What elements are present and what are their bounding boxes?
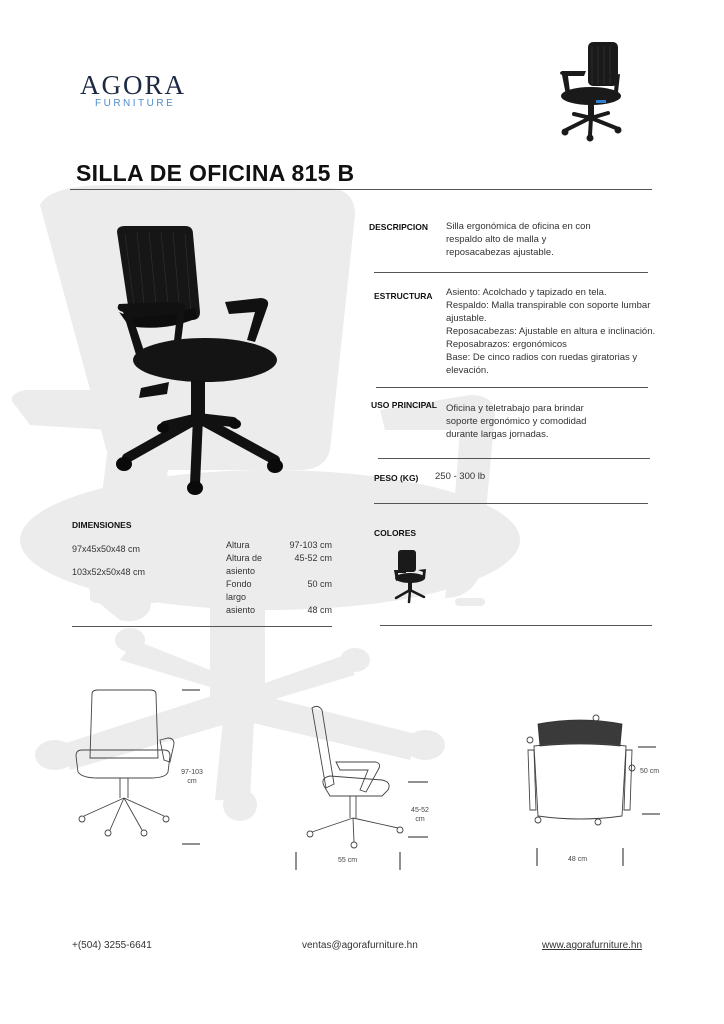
colores-divider — [380, 625, 652, 626]
footer-website-link[interactable]: www.agorafurniture.hn — [542, 940, 643, 951]
estructura-line: Reposacabezas: Ajustable en altura e inclinación. — [446, 326, 656, 337]
uso-line: soporte ergonómico y comodidad — [446, 416, 587, 427]
chair-thumbnail-icon — [556, 40, 626, 150]
estructura-divider — [376, 387, 648, 388]
top-width-label: 48 cm — [568, 856, 588, 863]
dimension-row — [226, 552, 334, 578]
side-seat-value: 45-52 — [411, 807, 429, 814]
brand-logo: AGORA — [80, 70, 187, 100]
uso-line: Oficina y teletrabajo para brindar — [446, 403, 584, 414]
color-swatch-black-chair-icon[interactable] — [392, 548, 430, 604]
dimension-value: 45-52 cm — [294, 553, 332, 563]
side-seat-label — [406, 806, 434, 824]
dimension-value: 48 cm — [307, 605, 332, 615]
estructura-line: Respaldo: Malla transpirable con soporte lumbar — [446, 300, 651, 311]
descripcion-label: DESCRIPCION — [369, 222, 429, 232]
dimension-name: Altura — [226, 540, 250, 550]
dimension-row — [226, 578, 334, 604]
estructura-line: Asiento: Acolchado y tapizado en tela. — [446, 287, 607, 298]
peso-value: 250 - 300 lb — [435, 471, 486, 482]
descripcion-text — [446, 220, 656, 259]
footer-phone[interactable]: +(504) 3255-6641 — [72, 940, 152, 951]
top-depth-label: 50 cm — [640, 768, 660, 775]
estructura-line: elevación. — [446, 365, 489, 376]
uso-line: durante largas jornadas. — [446, 429, 549, 440]
brand-logo-sub: FURNITURE — [95, 98, 176, 109]
peso-label: PESO (KG) — [374, 473, 419, 483]
uso-divider — [378, 458, 650, 459]
side-seat-unit: cm — [415, 816, 425, 823]
dimension-name: largo — [226, 592, 247, 602]
estructura-text — [446, 286, 696, 377]
dimension-row — [226, 539, 334, 552]
dimensiones-label: DIMENSIONES — [72, 520, 132, 530]
side-width-label: 55 cm — [338, 857, 358, 864]
title-divider — [70, 189, 652, 190]
product-chair-icon — [105, 222, 295, 498]
front-height-value: 97-103 — [181, 769, 203, 776]
dimension-name: Altura de — [226, 553, 263, 563]
front-height-unit: cm — [187, 778, 197, 785]
dimensiones-divider — [72, 626, 332, 627]
dimension-name: asiento — [226, 566, 256, 576]
side-view-diagram-icon — [290, 700, 440, 880]
dimension-table — [226, 539, 334, 617]
estructura-line: Base: De cinco radios con ruedas giratorias y — [446, 352, 638, 363]
front-height-label — [178, 768, 206, 786]
front-view-diagram-icon — [60, 680, 210, 850]
descripcion-line: reposacabezas ajustable. — [446, 247, 554, 258]
uso-label: USO PRINCIPAL — [371, 400, 437, 410]
dimension-name: Fondo — [226, 579, 252, 589]
uso-text — [446, 402, 656, 441]
dimensiones-size: 97x45x50x48 cm — [72, 544, 141, 554]
top-view-diagram-icon — [520, 710, 670, 870]
descripcion-divider — [374, 272, 648, 273]
page-title: SILLA DE OFICINA 815 B — [76, 160, 355, 186]
descripcion-line: respaldo alto de malla y — [446, 234, 547, 245]
peso-divider — [374, 503, 648, 504]
estructura-line: ajustable. — [446, 313, 487, 324]
dimension-value: 97-103 cm — [289, 540, 332, 550]
dimensiones-size: 103x52x50x48 cm — [72, 567, 146, 577]
dimension-name: asiento — [226, 605, 256, 615]
dimension-row — [226, 604, 334, 617]
dimension-value: 50 cm — [307, 579, 332, 589]
estructura-label: ESTRUCTURA — [374, 291, 433, 301]
descripcion-line: Silla ergonómica de oficina en con — [446, 221, 591, 232]
footer-email[interactable]: ventas@agorafurniture.hn — [302, 940, 418, 951]
estructura-line: Reposabrazos: ergonómicos — [446, 339, 567, 350]
colores-label: COLORES — [374, 528, 417, 538]
